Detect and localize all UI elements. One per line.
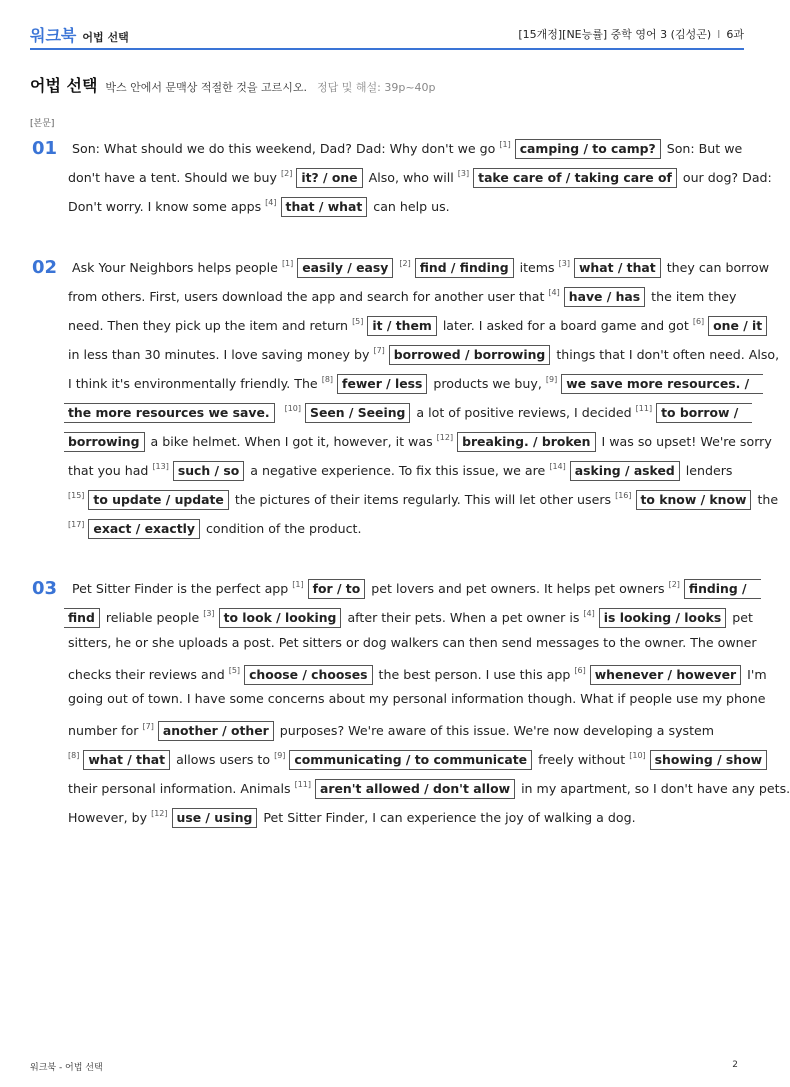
choice-box[interactable]: find / finding [415,258,514,278]
blank-ref: [1] [292,580,304,589]
choice-box[interactable]: breaking. / broken [457,432,595,452]
choice-box[interactable]: that / what [281,197,368,217]
blank-ref: [8] [321,375,334,384]
text: Pet Sitter Finder, I can experience the joy of walking a dog. [263,810,636,825]
choice-box[interactable]: it / them [367,316,436,336]
book-info [518,26,744,42]
blank-ref: [4] [583,609,595,618]
text: later. I asked for a board game and got [442,318,689,333]
choice-box[interactable]: easily / easy [297,258,393,278]
blank-ref: [12] [436,433,454,442]
q3-line-4 [68,661,767,683]
text: our dog? Dad: [682,170,772,185]
blank-ref: [2] [280,169,293,178]
text: the item they [651,289,737,304]
blank-ref: [2] [668,580,680,589]
choice-box[interactable]: borrowing [64,432,145,452]
text: number for [68,723,139,738]
text: need. Then they pick up the item and return [68,318,349,333]
blank-ref: [12] [151,809,168,818]
choice-box[interactable]: to update / update [88,490,228,510]
blank-ref: [10] [629,751,646,760]
text: checks their reviews and [68,667,225,682]
blank-ref: [11] [294,780,312,789]
lesson-label: 6과 [726,28,744,41]
blank-ref: [8] [68,751,80,760]
text: Ask Your Neighbors helps people [72,260,278,275]
blank-ref: [9] [274,751,286,760]
choice-box[interactable]: take care of / taking care of [473,168,677,188]
text: items [519,260,555,275]
choice-box[interactable]: the more resources we save. [64,403,275,423]
choice-box[interactable]: another / other [158,721,274,741]
choice-box[interactable]: such / so [173,461,244,481]
q3-line-7 [68,746,763,768]
text: products we buy, [433,376,542,391]
text: going out of town. I have some concerns about my personal information though. What if people use my phone [68,691,766,706]
choice-box[interactable]: showing / show [650,750,767,770]
brand-logo: 워크북 [30,25,77,45]
text: purposes? We're aware of this issue. We're now developing a system [279,723,715,738]
text: their personal information. Animals [68,781,291,796]
choice-box[interactable]: to look / looking [219,608,342,628]
q1-line-3 [68,193,744,215]
choice-box[interactable]: choose / chooses [244,665,372,685]
book-title: [15개정][NE능률] 중학 영어 3 (김성곤) [518,28,712,41]
blank-ref: [9] [545,375,558,384]
choice-box[interactable]: what / that [574,258,661,278]
q2-line-4 [68,341,780,363]
choice-box[interactable]: it? / one [296,168,362,188]
choice-box[interactable]: one / it [708,316,767,336]
brand [30,23,129,46]
text: the [757,492,779,507]
choice-box[interactable]: Seen / Seeing [305,403,410,423]
text: don't have a tent. Should we buy [68,170,277,185]
section-title [30,73,436,96]
choice-box[interactable]: fewer / less [337,374,427,394]
text: the best person. I use this app [378,667,571,682]
q3-line-1 [72,575,747,597]
text: that you had [68,463,149,478]
blank-ref: [4] [265,198,277,207]
blank-ref: [11] [635,404,653,413]
text: I was so upset! We're sorry [601,434,772,449]
blank-ref: [13] [152,462,169,471]
blank-ref: [7] [373,346,385,355]
choice-box[interactable]: borrowed / borrowing [389,345,551,365]
blank-ref: [5] [228,666,241,675]
q1-line-2 [68,164,772,186]
blank-ref: [3] [558,259,570,268]
blank-ref: [17] [68,520,85,529]
text: reliable people [105,610,200,625]
text: after their pets. When a pet owner is [347,610,580,625]
choice-box[interactable]: whenever / however [590,665,741,685]
q3-line-3 [68,633,757,655]
q2-line-5 [68,370,750,392]
text: in less than 30 minutes. I love saving money by [68,347,370,362]
blank-ref: [3] [203,609,215,618]
q3-line-6 [68,717,744,739]
text: pet [732,610,753,625]
blank-ref: [1] [499,140,511,149]
instruction-text: 박스 안에서 문맥상 적절한 것을 고르시오. [105,81,308,94]
q3-line-2 [62,604,753,626]
choice-box[interactable]: we save more resources. / [561,374,763,394]
page-header [30,20,744,50]
text: can help us. [373,199,450,214]
choice-box[interactable]: to know / know [636,490,752,510]
blank-ref: [1] [281,259,294,268]
q3-line-5 [68,689,766,711]
text: Don't worry. I know some apps [68,199,262,214]
choice-box[interactable]: to borrow / [656,403,752,423]
text: a negative experience. To fix this issue, we are [250,463,546,478]
choice-box[interactable]: asking / asked [570,461,680,481]
text: pet lovers and pet owners. It helps pet owners [371,581,665,596]
q2-line-3 [68,312,763,334]
q3-line-9 [68,804,744,826]
q2-line-8 [68,457,744,479]
blank-ref: [2] [399,259,411,268]
choice-box[interactable]: use / using [172,808,258,828]
choice-box[interactable]: aren't allowed / don't allow [315,779,515,799]
choice-box[interactable]: for / to [308,579,366,599]
text: However, by [68,810,148,825]
blank-ref: [16] [615,491,632,500]
q2-line-7 [62,428,772,450]
text: Son: What should we do this weekend, Dad? Dad: Why don't we go [72,141,496,156]
text: freely without [538,752,626,767]
blank-ref: [15] [68,491,85,500]
blank-ref: [10] [284,404,302,413]
text: a lot of positive reviews, I decided [416,405,632,420]
q2-line-1 [72,254,770,276]
choice-box[interactable]: find [64,608,100,628]
answer-reference: 정답 및 해설: 39p~40p [317,81,436,94]
blank-ref: [6] [574,666,586,675]
question-number-01: 01 [32,138,58,159]
blank-ref: [14] [549,462,566,471]
choice-box[interactable]: have / has [564,287,645,307]
header-separator: I [717,27,721,41]
source-label: [본문] [30,119,55,129]
choice-box[interactable]: is looking / looks [599,608,726,628]
choice-box[interactable]: exact / exactly [88,519,200,539]
text: a bike helmet. When I got it, however, it was [150,434,433,449]
text: things that I don't often need. Also, [556,347,780,362]
brand-subtitle: 어법 선택 [82,30,129,44]
q2-line-2 [68,283,744,305]
q1-line-1 [72,135,744,157]
text: they can borrow [666,260,770,275]
q2-line-10 [68,515,744,537]
q2-line-9 [68,486,779,508]
blank-ref: [5] [352,317,364,326]
text: lenders [685,463,733,478]
blank-ref: [3] [457,169,470,178]
page-title: 어법 선택 [30,76,98,95]
q3-line-8 [68,775,790,797]
choice-box[interactable]: camping / to camp? [515,139,661,159]
blank-ref: [7] [142,722,154,731]
text: in my apartment, so I don't have any pets. [521,781,790,796]
page-number: 2 [732,1060,738,1070]
q2-line-6 [62,399,744,421]
text: Pet Sitter Finder is the perfect app [72,581,289,596]
choice-box[interactable]: what / that [83,750,170,770]
footer-label: 워크북 - 어법 선택 [30,1063,103,1073]
text: I think it's environmentally friendly. The [68,376,318,391]
text: condition of the product. [205,521,362,536]
text: from others. First, users download the app and search for another user that [68,289,545,304]
blank-ref: [6] [692,317,705,326]
text: Also, who will [368,170,454,185]
blank-ref: [4] [548,288,560,297]
text: sitters, he or she uploads a post. Pet sitters or dog walkers can then send messages to the owner. The owner [68,635,757,650]
text: allows users to [176,752,271,767]
choice-box[interactable]: communicating / to communicate [289,750,532,770]
text: Son: But we [666,141,743,156]
choice-box[interactable]: finding / [684,579,761,599]
question-number-03: 03 [32,578,58,599]
question-number-02: 02 [32,257,58,278]
text: the pictures of their items regularly. This will let other users [234,492,612,507]
text: I'm [747,667,767,682]
